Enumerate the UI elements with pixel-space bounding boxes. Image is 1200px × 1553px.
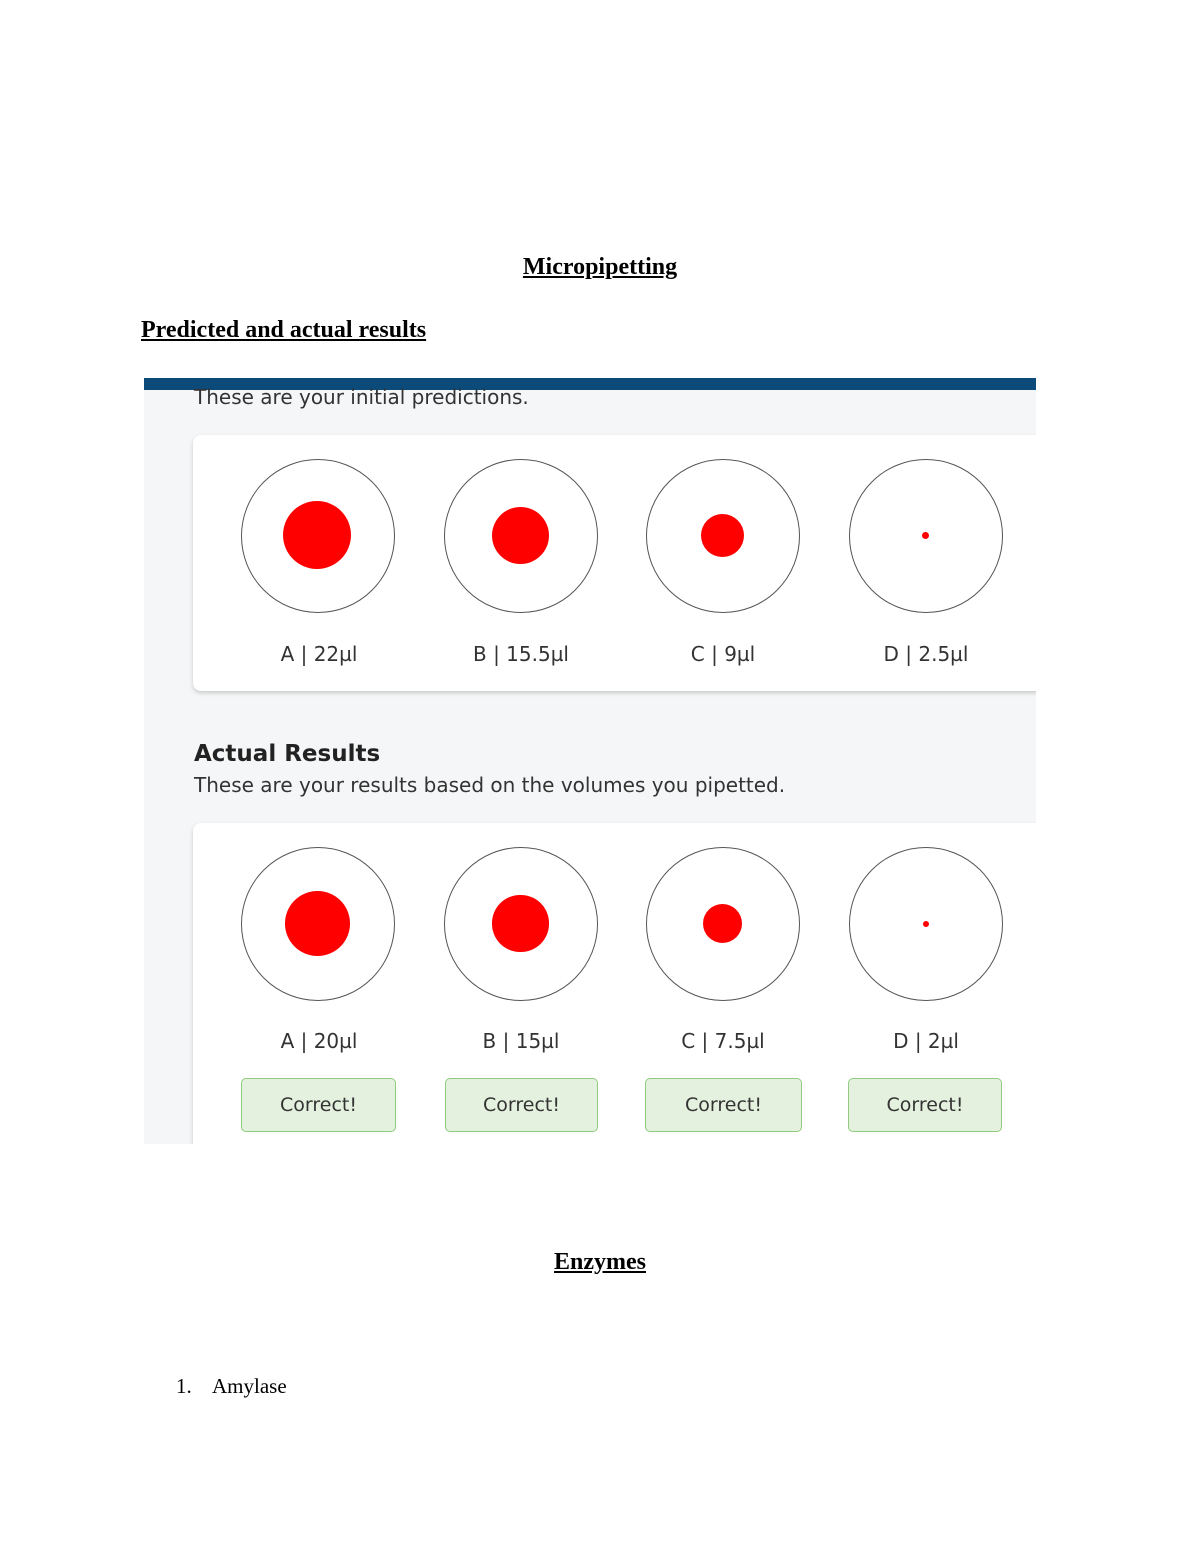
document-title: Micropipetting bbox=[522, 254, 678, 280]
actual-plate-b bbox=[444, 847, 598, 1001]
section-heading: Predicted and actual results bbox=[141, 317, 427, 343]
actual-plate-d bbox=[849, 847, 1003, 1001]
embedded-screenshot bbox=[144, 378, 1036, 1144]
actual-dot-c bbox=[703, 904, 743, 944]
actual-label-c: C | 7.5µl bbox=[681, 1029, 765, 1053]
actual-label-a: A | 20µl bbox=[280, 1029, 358, 1053]
prediction-label-b: B | 15.5µl bbox=[473, 642, 569, 666]
prediction-dot-a bbox=[283, 501, 351, 569]
predictions-subtitle: These are your initial predictions. bbox=[194, 385, 529, 409]
actual-plate-a bbox=[241, 847, 395, 1001]
actual-results-subtitle: These are your results based on the volumes you pipetted. bbox=[194, 773, 786, 797]
prediction-label-a: A | 22µl bbox=[280, 642, 358, 666]
actual-dot-a bbox=[285, 891, 350, 956]
prediction-dot-d bbox=[922, 532, 930, 540]
prediction-plate-c bbox=[646, 459, 800, 613]
actual-dot-d bbox=[923, 921, 929, 927]
actual-label-b: B | 15µl bbox=[482, 1029, 560, 1053]
prediction-dot-c bbox=[701, 514, 745, 558]
actual-results-title: Actual Results bbox=[194, 741, 381, 767]
result-badge-b: Correct! bbox=[445, 1078, 598, 1132]
result-badge-a: Correct! bbox=[241, 1078, 396, 1132]
prediction-label-c: C | 9µl bbox=[690, 642, 756, 666]
enzymes-heading: Enzymes bbox=[554, 1249, 646, 1275]
actual-dot-b bbox=[492, 895, 548, 951]
list-item bbox=[176, 1372, 287, 1400]
prediction-plate-d bbox=[849, 459, 1003, 613]
list-item-text: Amylase bbox=[212, 1374, 287, 1398]
result-badge-c: Correct! bbox=[645, 1078, 802, 1132]
prediction-label-d: D | 2.5µl bbox=[883, 642, 969, 666]
actual-label-d: D | 2µl bbox=[893, 1029, 959, 1053]
prediction-plate-a bbox=[241, 459, 395, 613]
list-item-number: 1. bbox=[176, 1374, 192, 1398]
prediction-dot-b bbox=[492, 507, 549, 564]
prediction-plate-b bbox=[444, 459, 598, 613]
actual-plate-c bbox=[646, 847, 800, 1001]
result-badge-d: Correct! bbox=[848, 1078, 1002, 1132]
